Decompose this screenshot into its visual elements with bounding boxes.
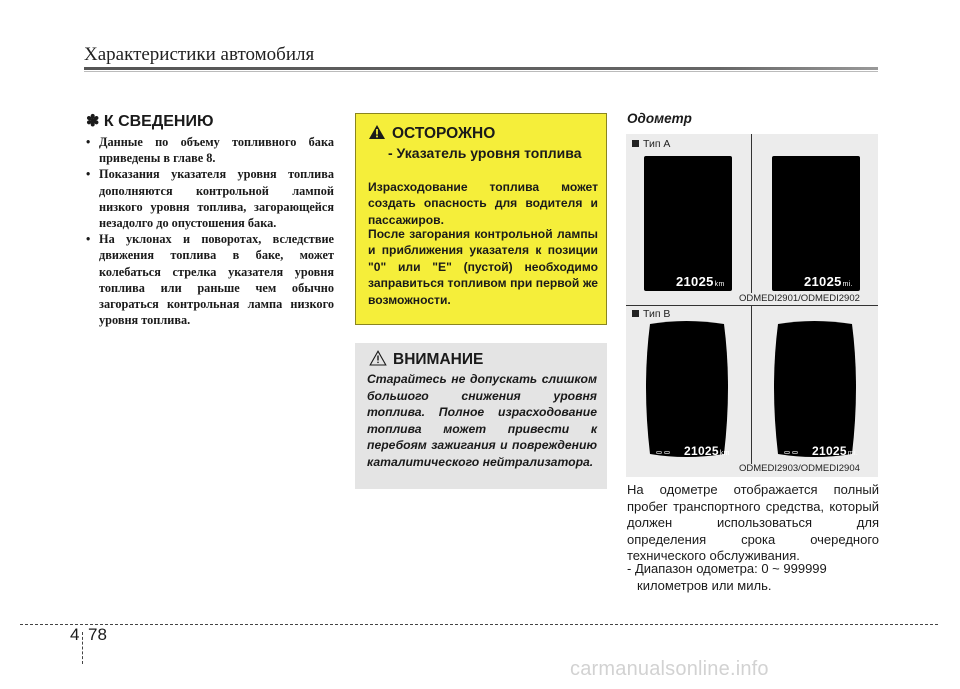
footer-vertical-rule: [82, 632, 83, 664]
odometer-display-b-km: [646, 321, 728, 457]
warning-triangle-icon: [368, 124, 386, 145]
note-list: [86, 134, 334, 328]
caution-box: [355, 343, 607, 489]
odometer-unit: mi.: [842, 281, 853, 288]
watermark: carmanualsonline.info: [570, 658, 769, 680]
caution-heading: [369, 350, 483, 371]
page-number: 78: [88, 625, 107, 644]
note-item: • Данные по объему топливного бака приведены в главе 8.: [86, 134, 334, 166]
indicator-dot-icon: [784, 451, 790, 454]
type-b-label-text: Тип B: [643, 308, 671, 320]
figure-divider: [751, 134, 752, 293]
warning-heading-text: ОСТОРОЖНО: [392, 125, 496, 142]
odometer-reading-value: 21025: [684, 444, 719, 458]
odometer-reading: [676, 274, 725, 289]
header-rule-thin: [84, 71, 878, 72]
figure-code-a: ODMEDI2901/ODMEDI2902: [739, 293, 860, 304]
footer-rule: [20, 624, 938, 625]
odometer-reading-value: 21025: [804, 274, 842, 289]
type-a-label-text: Тип A: [643, 138, 671, 150]
odometer-display-km: [644, 156, 732, 291]
warning-paragraph: После загорания контрольной лампы и приближения указателя к позиции "0" или "E" (пустой) необходимо заправиться топливом при первой же возможности.: [368, 227, 598, 307]
odometer-display-mi: [772, 156, 860, 291]
note-item: • Показания указателя уровня топлива дополняются контрольной лампой низкого уровня топлива, загорающейся незадолго до опустошения бака.: [86, 166, 334, 231]
odometer-reading-value: 21025: [812, 444, 847, 458]
type-a-label: [632, 138, 670, 150]
odometer-figure: [626, 134, 878, 477]
odometer-description: На одометре отображается полный пробег транспортного средства, который должен использоваться для определения срока очередного технического обслуживания.: [627, 482, 879, 564]
caution-triangle-icon: [369, 350, 387, 371]
type-b-displays: [626, 306, 878, 464]
odometer-reading-value: 21025: [676, 274, 714, 289]
note-title: ✽ К СВЕДЕНИЮ: [86, 113, 214, 130]
odometer-display-b-mi: [774, 321, 859, 457]
odometer-unit: mi.: [847, 450, 859, 457]
header-rule: [84, 67, 878, 70]
chapter-number: 4: [70, 625, 80, 644]
page-header-title: Характеристики автомобиля: [84, 44, 315, 65]
odometer-unit: km: [714, 281, 725, 288]
caution-text: Старайтесь не допускать слишком большого снижения уровня топлива. Полное израсходование топлива может привести к перебоям зажигания и повреждению каталитического нейтрализатора.: [367, 372, 597, 469]
odometer-title: Одометр: [627, 111, 692, 126]
odometer-unit: km: [719, 450, 730, 457]
figure-code-b: ODMEDI2903/ODMEDI2904: [739, 463, 860, 474]
warning-subheading: - Указатель уровня топлива: [388, 145, 582, 161]
odometer-reading: [804, 274, 853, 289]
odometer-reading: [812, 444, 858, 458]
square-bullet-icon: [632, 140, 639, 147]
odometer-reading: [684, 444, 730, 458]
warning-paragraph: Израсходование топлива может создать опасность для водителя и пассажиров.: [368, 180, 598, 227]
note-item: • На уклонах и поворотах, вследствие движения топлива в баке, может колебаться стрелка указателя уровня топлива или раньше чем обычно загораться контрольная лампа низкого уровня топлива.: [86, 231, 334, 328]
odometer-range: - Диапазон одометра: 0 ~ 999999 километров или миль.: [627, 561, 827, 593]
indicator-dot-icon: [656, 451, 662, 454]
warning-box: [355, 113, 607, 325]
indicator-dot-icon: [664, 451, 670, 454]
caution-heading-text: ВНИМАНИЕ: [393, 351, 484, 368]
indicator-dot-icon: [792, 451, 798, 454]
warning-heading: [368, 124, 495, 145]
